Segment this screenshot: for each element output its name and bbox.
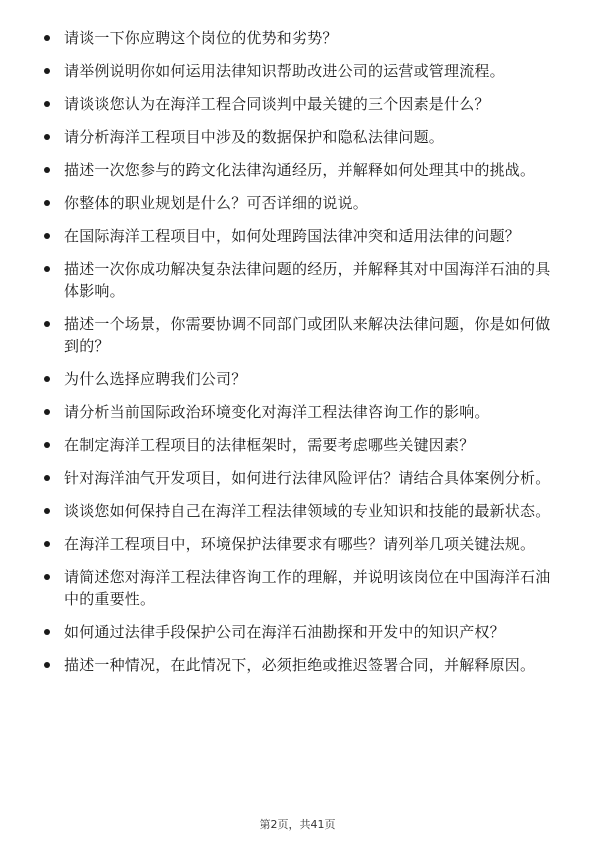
- bullet-icon: [44, 409, 50, 415]
- question-item: [40, 126, 560, 148]
- question-item: [40, 500, 560, 522]
- bullet-icon: [44, 134, 50, 140]
- question-text: 请分析海洋工程项目中涉及的数据保护和隐私法律问题。: [64, 128, 445, 146]
- question-text: 描述一个场景，你需要协调不同部门或团队来解决法律问题，你是如何做到的？: [64, 315, 551, 355]
- question-item: [40, 60, 560, 82]
- bullet-icon: [44, 233, 50, 239]
- question-text: 描述一次你成功解决复杂法律问题的经历，并解释其对中国海洋石油的具体影响。: [64, 260, 551, 300]
- question-text: 在海洋工程项目中，环境保护法律要求有哪些？请列举几项关键法规。: [64, 535, 536, 553]
- bullet-icon: [44, 629, 50, 635]
- question-text: 请简述您对海洋工程法律咨询工作的理解，并说明该岗位在中国海洋石油中的重要性。: [64, 568, 551, 608]
- question-text: 请分析当前国际政治环境变化对海洋工程法律咨询工作的影响。: [64, 403, 490, 421]
- question-item: [40, 368, 560, 390]
- question-item: [40, 533, 560, 555]
- bullet-icon: [44, 200, 50, 206]
- question-text: 描述一次您参与的跨文化法律沟通经历，并解释如何处理其中的挑战。: [64, 161, 536, 179]
- question-text: 为什么选择应聘我们公司？: [64, 370, 247, 388]
- question-item: [40, 225, 560, 247]
- question-item: [40, 654, 560, 676]
- question-item: [40, 566, 560, 610]
- bullet-icon: [44, 68, 50, 74]
- bullet-icon: [44, 35, 50, 41]
- question-text: 请谈一下你应聘这个岗位的优势和劣势？: [64, 29, 338, 47]
- question-item: [40, 313, 560, 357]
- question-text: 如何通过法律手段保护公司在海洋石油勘探和开发中的知识产权？: [64, 623, 505, 641]
- question-text: 针对海洋油气开发项目，如何进行法律风险评估？请结合具体案例分析。: [64, 469, 551, 487]
- question-item: [40, 434, 560, 456]
- question-list: [40, 27, 560, 687]
- bullet-icon: [44, 508, 50, 514]
- question-item: [40, 27, 560, 49]
- bullet-icon: [44, 574, 50, 580]
- question-text: 描述一种情况，在此情况下，必须拒绝或推迟签署合同，并解释原因。: [64, 656, 536, 674]
- question-item: [40, 258, 560, 302]
- question-text: 请举例说明你如何运用法律知识帮助改进公司的运营或管理流程。: [64, 62, 505, 80]
- question-text: 在国际海洋工程项目中，如何处理跨国法律冲突和适用法律的问题？: [64, 227, 521, 245]
- page-number: 第2页，共41页: [259, 818, 336, 831]
- question-item: [40, 467, 560, 489]
- question-item: [40, 159, 560, 181]
- bullet-icon: [44, 321, 50, 327]
- question-item: [40, 192, 560, 214]
- question-text: 你整体的职业规划是什么？可否详细的说说。: [64, 194, 369, 212]
- bullet-icon: [44, 662, 50, 668]
- bullet-icon: [44, 442, 50, 448]
- question-item: [40, 621, 560, 643]
- bullet-icon: [44, 101, 50, 107]
- question-item: [40, 93, 560, 115]
- question-text: 谈谈您如何保持自己在海洋工程法律领域的专业知识和技能的最新状态。: [64, 502, 551, 520]
- question-text: 请谈谈您认为在海洋工程合同谈判中最关键的三个因素是什么？: [64, 95, 490, 113]
- bullet-icon: [44, 266, 50, 272]
- question-text: 在制定海洋工程项目的法律框架时，需要考虑哪些关键因素？: [64, 436, 475, 454]
- bullet-icon: [44, 376, 50, 382]
- bullet-icon: [44, 541, 50, 547]
- bullet-icon: [44, 475, 50, 481]
- bullet-icon: [44, 167, 50, 173]
- question-item: [40, 401, 560, 423]
